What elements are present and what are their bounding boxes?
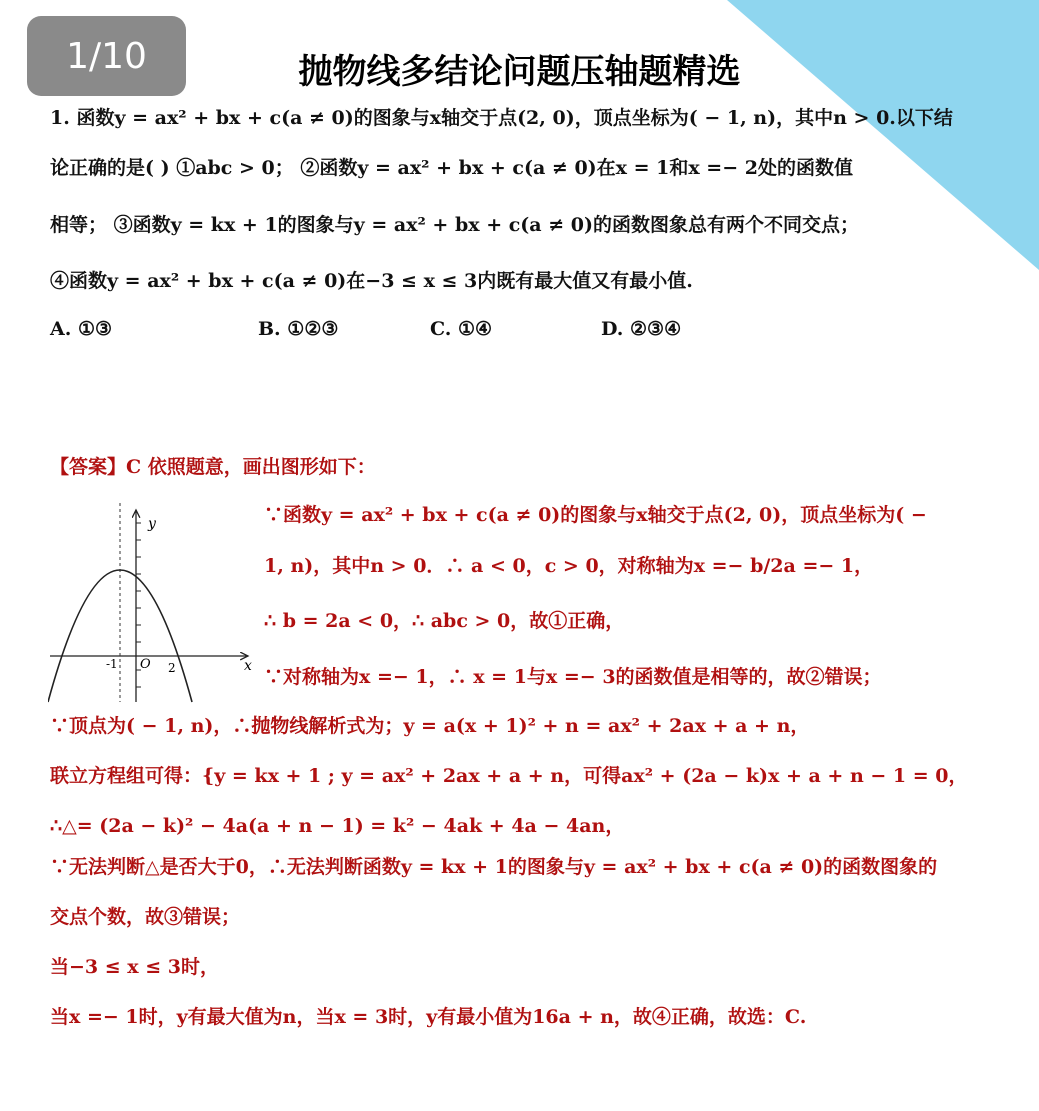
answer-heading: 【答案】C 依照题意，画出图形如下： <box>50 456 376 478</box>
answer-line-10: 当−3 ≤ x ≤ 3时， <box>50 956 219 978</box>
page-indicator: 1/10 <box>27 16 186 96</box>
option-b: B. ①②③ <box>258 318 339 340</box>
page-title: 抛物线多结论问题压轴题精选 <box>298 52 741 92</box>
question-line-1: 1. 函数y = ax² + bx + c(a ≠ 0)的图象与x轴交于点(2, 0)，顶点坐标为( − 1, n)，其中n > 0.以下结 <box>50 107 953 129</box>
y-axis-label: y <box>148 516 156 532</box>
parabola-graph <box>48 498 258 708</box>
origin-label: O <box>140 657 151 672</box>
answer-line-1: ∵函数y = ax² + bx + c(a ≠ 0)的图象与x轴交于点(2, 0)，顶点坐标为( − <box>264 504 927 526</box>
option-a: A. ①③ <box>50 318 113 340</box>
answer-line-5: ∵顶点为( − 1, n)，∴抛物线解析式为；y = a(x + 1)² + n = ax² + 2ax + a + n， <box>50 715 810 737</box>
answer-line-11: 当x =− 1时，y有最大值为n，当x = 3时，y有最小值为16a + n，故④正确，故选：C. <box>50 1006 807 1028</box>
tick-label-2: 2 <box>168 661 176 675</box>
answer-line-7: ∴△= (2a − k)² − 4a(a + n − 1) = k² − 4ak + 4a − 4an， <box>50 815 625 837</box>
option-c: C. ①④ <box>430 318 493 340</box>
question-line-4: ④函数y = ax² + bx + c(a ≠ 0)在−3 ≤ x ≤ 3内既有最大值又有最小值. <box>50 270 693 292</box>
answer-line-4: ∵对称轴为x =− 1，∴ x = 1与x =− 3的函数值是相等的，故②错误； <box>264 666 882 688</box>
option-d: D. ②③④ <box>601 318 682 340</box>
question-line-2: 论正确的是( ) ①abc > 0； ②函数y = ax² + bx + c(a ≠ 0)在x = 1和x =− 2处的函数值 <box>50 157 853 179</box>
answer-line-8: ∵无法判断△是否大于0，∴无法判断函数y = kx + 1的图象与y = ax² + bx + c(a ≠ 0)的函数图象的 <box>50 856 938 878</box>
question-line-3: 相等； ③函数y = kx + 1的图象与y = ax² + bx + c(a ≠ 0)的函数图象总有两个不同交点； <box>50 214 859 236</box>
answer-line-2: 1, n)，其中n > 0．∴ a < 0，c > 0，对称轴为x =− b/2a =− 1， <box>264 555 874 577</box>
answer-line-3: ∴ b = 2a < 0，∴ abc > 0，故①正确， <box>264 610 625 632</box>
x-axis-label: x <box>244 658 252 674</box>
answer-line-6: 联立方程组可得：{y = kx + 1 ; y = ax² + 2ax + a + n，可得ax² + (2a − k)x + a + n − 1 = 0， <box>50 765 968 787</box>
tick-label-neg1: -1 <box>106 657 118 671</box>
answer-line-9: 交点个数，故③错误； <box>50 906 241 928</box>
